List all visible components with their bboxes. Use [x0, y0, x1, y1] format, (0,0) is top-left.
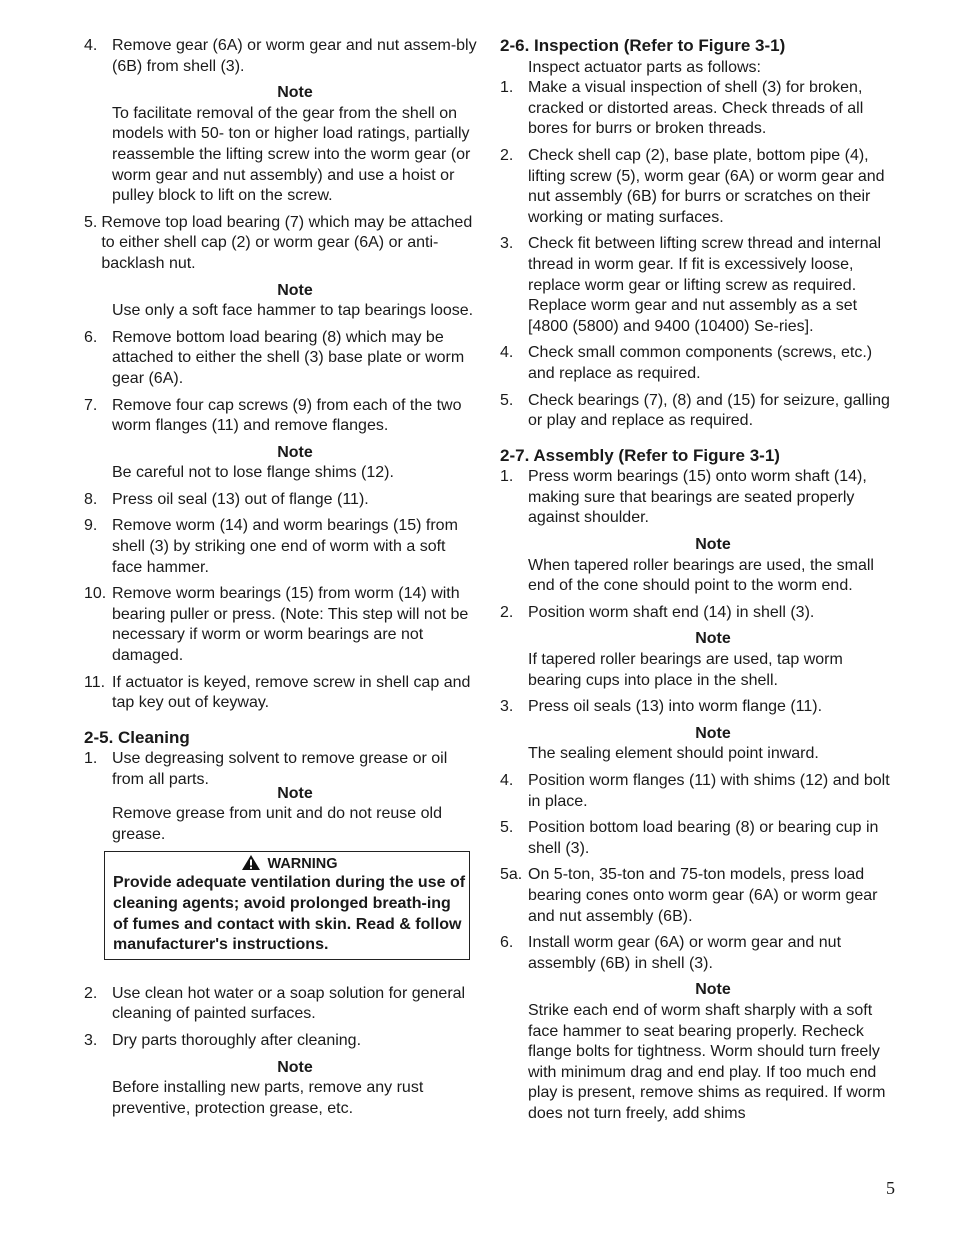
- list-item: [500, 771, 898, 812]
- list-item: [84, 984, 478, 1025]
- warning-triangle-icon: [241, 854, 261, 871]
- note-body: When tapered roller bearings are used, the small end of the cone should point to the worm end.: [528, 556, 874, 595]
- list-text: Remove bottom load bearing (8) which may be attached to either the shell (3) base plate or worm gear (6A).: [112, 328, 465, 387]
- list-number: 4.: [84, 37, 98, 54]
- note-heading: Note: [277, 84, 313, 102]
- list-text: Dry parts thoroughly after cleaning.: [112, 1031, 362, 1049]
- note-heading: Note: [695, 630, 731, 648]
- list-number: 8.: [84, 490, 98, 508]
- list-number: 5.: [500, 819, 514, 837]
- list-number: 1.: [84, 750, 98, 768]
- list-number: 10.: [84, 585, 107, 603]
- list-text: Remove gear (6A) or worm gear and nut assem-bly (6B) from shell (3).: [112, 37, 477, 75]
- note-heading: Note: [277, 281, 313, 299]
- right-column: [500, 36, 898, 1131]
- list-number: 2.: [500, 603, 514, 621]
- list-text: Check shell cap (2), base plate, bottom pipe (4), lifting screw (5), worm gear (6A) or worm gear and nut assembly (6B) for burrs or scratches on their working or mating surfaces.: [528, 146, 885, 226]
- list-item: [84, 584, 478, 666]
- list-item: [84, 490, 478, 511]
- list-text: If actuator is keyed, remove screw in shell cap and tap key out of keyway.: [112, 673, 471, 712]
- warning-box: [104, 851, 470, 959]
- list-number: 3.: [500, 698, 514, 716]
- list-text: Remove worm bearings (15) from worm (14) with bearing puller or press. (Note: This step will not be necessary if worm or worm bearings are not damaged.: [112, 585, 469, 665]
- list-number: 2.: [500, 146, 514, 164]
- list-text: On 5-ton, 35-ton and 75-ton models, press load bearing cones onto worm gear (6A) or worm gear and nut assembly (6B).: [528, 866, 878, 925]
- list-number: 11.: [84, 673, 106, 691]
- note-heading: Note: [695, 724, 731, 742]
- list-text: Position worm flanges (11) with shims (12) and bolt in place.: [528, 772, 890, 810]
- list-text: Check small common components (screws, etc.) and replace as required.: [528, 344, 873, 382]
- list-item: [84, 1031, 478, 1052]
- section-intro: Inspect actuator parts as follows:: [528, 58, 761, 76]
- list-number: 5.: [84, 213, 98, 231]
- note-body: Remove grease from unit and do not reuse old grease.: [112, 805, 442, 843]
- list-text: Install worm gear (6A) or worm gear and nut assembly (6B) in shell (3).: [528, 934, 842, 972]
- list-item: [84, 36, 478, 77]
- list-item: [500, 467, 898, 529]
- note-body: The sealing element should point inward.: [528, 745, 819, 763]
- list-text: Press oil seals (13) into worm flange (11).: [528, 698, 823, 716]
- list-item: [84, 673, 478, 714]
- list-text: Use degreasing solvent to remove grease or oil from all parts.: [112, 750, 448, 788]
- list-number: 6.: [500, 934, 514, 952]
- list-text: Remove top load bearing (7) which may be attached to either shell cap (2) or worm gear (6A) or anti-backlash nut.: [101, 213, 473, 272]
- list-number: 9.: [84, 517, 98, 535]
- warning-title: [113, 854, 466, 873]
- list-number: 6.: [84, 328, 98, 346]
- list-item: [500, 391, 898, 432]
- list-number: 5a.: [500, 866, 523, 884]
- list-number: 1.: [500, 468, 514, 486]
- list-item: [500, 933, 898, 974]
- list-item: [500, 343, 898, 384]
- list-text: Press oil seal (13) out of flange (11).: [112, 490, 369, 508]
- note-heading: Note: [695, 536, 731, 554]
- list-item: [84, 328, 478, 390]
- list-text: Check bearings (7), (8) and (15) for seizure, galling or play and replace as required.: [528, 391, 890, 430]
- list-item: [500, 865, 898, 927]
- list-number: 3.: [500, 235, 514, 253]
- warning-label: WARNING: [267, 856, 338, 873]
- list-text: Remove four cap screws (9) from each of the two worm flanges (11) and remove flanges.: [112, 396, 462, 435]
- note-body: Strike each end of worm shaft sharply with a soft face hammer to seat bearing properly. Recheck flange bolts for tightness. Worm should turn freely with minimum drag and end play. If too much end play is present, remove shims as required. If worm does not turn freely, add shims: [528, 1001, 886, 1122]
- note-heading: Note: [277, 784, 313, 802]
- section-heading-assembly: 2-7. Assembly (Refer to Figure 3-1): [500, 445, 780, 465]
- section-heading-inspection: 2-6. Inspection (Refer to Figure 3-1): [500, 36, 786, 55]
- list-item: [500, 146, 898, 228]
- list-item: [84, 213, 478, 275]
- list-item: [500, 697, 898, 718]
- list-text: Check fit between lifting screw thread and internal thread in worm gear. If fit is excessively loose, replace worm gear or lifting screw as required. Replace worm gear and nut assembly as a set [4800 (5800) and 9400 (10400) Se-ries].: [528, 235, 882, 335]
- list-item: [500, 234, 898, 337]
- list-number: 7.: [84, 396, 98, 414]
- list-item: [500, 818, 898, 859]
- list-text: Position bottom load bearing (8) or bearing cup in shell (3).: [528, 819, 879, 857]
- list-text: Use clean hot water or a soap solution for general cleaning of painted surfaces.: [112, 984, 466, 1023]
- section-heading-cleaning: 2-5. Cleaning: [84, 727, 190, 747]
- list-item: [500, 78, 898, 140]
- list-number: 4.: [500, 344, 514, 362]
- note-body: To facilitate removal of the gear from the shell on models with 50- ton or higher load ratings, partially reassemble the lifting screw into the worm gear (or worm gear and nut assembly) and use a hoist or pulley block to lift on the screw.: [112, 104, 471, 205]
- list-number: 2.: [84, 984, 98, 1002]
- note-body: If tapered roller bearings are used, tap worm bearing cups into place in the shell.: [528, 651, 843, 689]
- note-body: Before installing new parts, remove any rust preventive, protection grease, etc.: [112, 1079, 424, 1117]
- list-item: [500, 603, 898, 624]
- list-text: Position worm shaft end (14) in shell (3).: [528, 603, 815, 621]
- left-column: [84, 36, 478, 1125]
- list-number: 4.: [500, 772, 514, 789]
- warning-text: Provide adequate ventilation during the use of cleaning agents; avoid prolonged breath-ing of fumes and contact with skin. Read & follow manufacturer's instructions.: [113, 874, 466, 954]
- list-number: 3.: [84, 1031, 98, 1049]
- list-text: Remove worm (14) and worm bearings (15) from shell (3) by striking one end of worm with a soft face hammer.: [112, 517, 458, 576]
- note-heading: Note: [277, 1058, 313, 1076]
- note-body: Be careful not to lose flange shims (12).: [112, 464, 394, 482]
- note-heading: Note: [695, 981, 731, 999]
- list-item: [84, 396, 478, 437]
- list-number: 1.: [500, 79, 514, 97]
- note-body: Use only a soft face hammer to tap bearings loose.: [112, 302, 474, 320]
- note-heading: Note: [277, 443, 313, 461]
- list-item: [84, 516, 478, 578]
- list-text: Make a visual inspection of shell (3) for broken, cracked or distorted areas. Check threads of all bores for burrs or broken threads.: [528, 79, 864, 138]
- list-number: 5.: [500, 391, 514, 409]
- list-text: Press worm bearings (15) onto worm shaft (14), making sure that bearings are seated properly against shoulder.: [528, 468, 867, 527]
- page-number: 5: [886, 1178, 895, 1198]
